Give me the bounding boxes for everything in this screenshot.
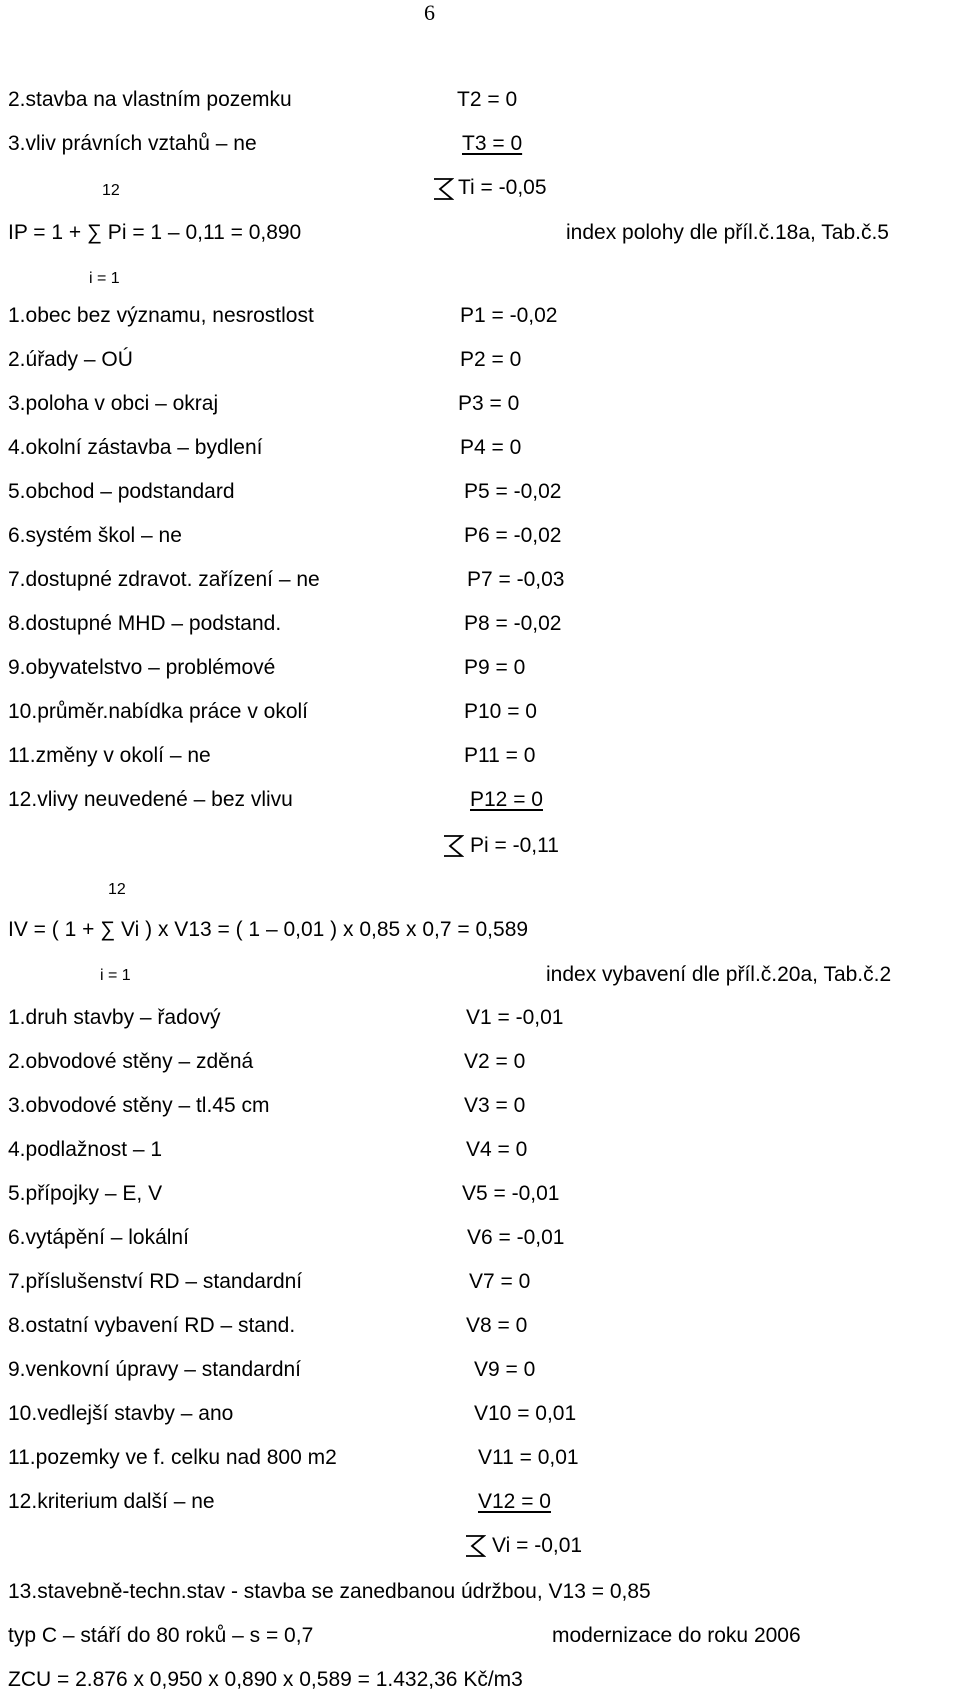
ip-note: index polohy dle příl.č.18a, Tab.č.5	[566, 221, 889, 244]
p-row-value: P11 = 0	[464, 744, 536, 767]
v-row-label: 10.vedlejší stavby – ano	[8, 1402, 234, 1425]
v-row-value: V3 = 0	[464, 1094, 526, 1117]
v-row-label: 9.venkovní úpravy – standardní	[8, 1358, 302, 1381]
v-row-label: 11.pozemky ve f. celku nad 800 m2	[8, 1446, 337, 1469]
p-row-label: 8.dostupné MHD – podstand.	[8, 612, 282, 635]
iv-note: index vybavení dle příl.č.20a, Tab.č.2	[546, 963, 892, 986]
v-row-value: V11 = 0,01	[478, 1446, 579, 1469]
v-sum-value: Vi = -0,01	[492, 1534, 583, 1557]
v-row-label: 2.obvodové stěny – zděná	[8, 1050, 254, 1073]
t-row-2-label: 2.stavba na vlastním pozemku	[8, 88, 292, 111]
p-row-label: 11.změny v okolí – ne	[8, 744, 211, 767]
p-row-value: P3 = 0	[458, 392, 520, 415]
sigma-icon	[464, 1535, 486, 1557]
t-row-2-value: T2 = 0	[457, 88, 518, 111]
zcu-line: ZCU = 2.876 x 0,950 x 0,890 x 0,589 = 1.432,36 Kč/m3	[8, 1668, 523, 1691]
p-row-label: 1.obec bez významu, nesrostlost	[8, 304, 314, 327]
p-row-value: P5 = -0,02	[464, 480, 562, 503]
p-row-label: 9.obyvatelstvo – problémové	[8, 656, 276, 679]
iv-upper-index: 12	[108, 881, 126, 898]
ip-formula: IP = 1 + ∑ Pi = 1 – 0,11 = 0,890	[8, 221, 302, 244]
t-sum-upper-index: 12	[102, 182, 120, 199]
ip-lower-index: i = 1	[89, 270, 120, 287]
iv-lower-index: i = 1	[100, 967, 131, 984]
p-row-label: 2.úřady – OÚ	[8, 348, 133, 371]
p-row-label: 4.okolní zástavba – bydlení	[8, 436, 263, 459]
v-row-label: 12.kriterium další – ne	[8, 1490, 215, 1513]
iv-formula: IV = ( 1 + ∑ Vi ) x V13 = ( 1 – 0,01 ) x 0,85 x 0,7 = 0,589	[8, 918, 529, 941]
v-row-label: 5.přípojky – E, V	[8, 1182, 163, 1205]
p-row-value: P1 = -0,02	[460, 304, 558, 327]
v-row-value: V1 = -0,01	[466, 1006, 564, 1029]
v-row-label: 7.příslušenství RD – standardní	[8, 1270, 303, 1293]
p-row-value: P6 = -0,02	[464, 524, 562, 547]
p-row-value: P2 = 0	[460, 348, 522, 371]
p-row-label: 5.obchod – podstandard	[8, 480, 235, 503]
t-row-3-value: T3 = 0	[462, 132, 523, 155]
v-row-value: V2 = 0	[464, 1050, 526, 1073]
v-row-value: V8 = 0	[466, 1314, 528, 1337]
p-row-value: P12 = 0	[470, 788, 543, 811]
p-row-value: P9 = 0	[464, 656, 526, 679]
v-row-value: V12 = 0	[478, 1490, 551, 1513]
v-row-label: 4.podlažnost – 1	[8, 1138, 163, 1161]
typ-line-right: modernizace do roku 2006	[552, 1624, 801, 1647]
v13-line: 13.stavebně-techn.stav - stavba se zanedbanou údržbou, V13 = 0,85	[8, 1580, 651, 1603]
p-row-label: 3.poloha v obci – okraj	[8, 392, 219, 415]
typ-line-left: typ C – stáří do 80 roků – s = 0,7	[8, 1624, 314, 1647]
sigma-icon	[432, 178, 454, 200]
t-row-3-label: 3.vliv právních vztahů – ne	[8, 132, 257, 155]
p-row-label: 12.vlivy neuvedené – bez vlivu	[8, 788, 293, 811]
page-number: 6	[424, 0, 435, 25]
p-row-label: 6.systém škol – ne	[8, 524, 182, 547]
v-row-value: V6 = -0,01	[467, 1226, 565, 1249]
v-row-value: V7 = 0	[469, 1270, 531, 1293]
t-sum-value: Ti = -0,05	[458, 176, 547, 199]
p-row-value: P8 = -0,02	[464, 612, 562, 635]
p-row-value: P10 = 0	[464, 700, 537, 723]
v-row-label: 3.obvodové stěny – tl.45 cm	[8, 1094, 270, 1117]
v-row-label: 1.druh stavby – řadový	[8, 1006, 221, 1029]
p-row-label: 10.průměr.nabídka práce v okolí	[8, 700, 309, 723]
v-row-label: 8.ostatní vybavení RD – stand.	[8, 1314, 296, 1337]
p-row-value: P4 = 0	[460, 436, 522, 459]
p-sum-value: Pi = -0,11	[470, 834, 559, 857]
v-row-value: V5 = -0,01	[462, 1182, 560, 1205]
p-row-value: P7 = -0,03	[467, 568, 565, 591]
sigma-icon	[442, 835, 464, 857]
p-row-label: 7.dostupné zdravot. zařízení – ne	[8, 568, 320, 591]
v-row-label: 6.vytápění – lokální	[8, 1226, 189, 1249]
v-row-value: V9 = 0	[474, 1358, 536, 1381]
v-row-value: V4 = 0	[466, 1138, 528, 1161]
v-row-value: V10 = 0,01	[474, 1402, 577, 1425]
